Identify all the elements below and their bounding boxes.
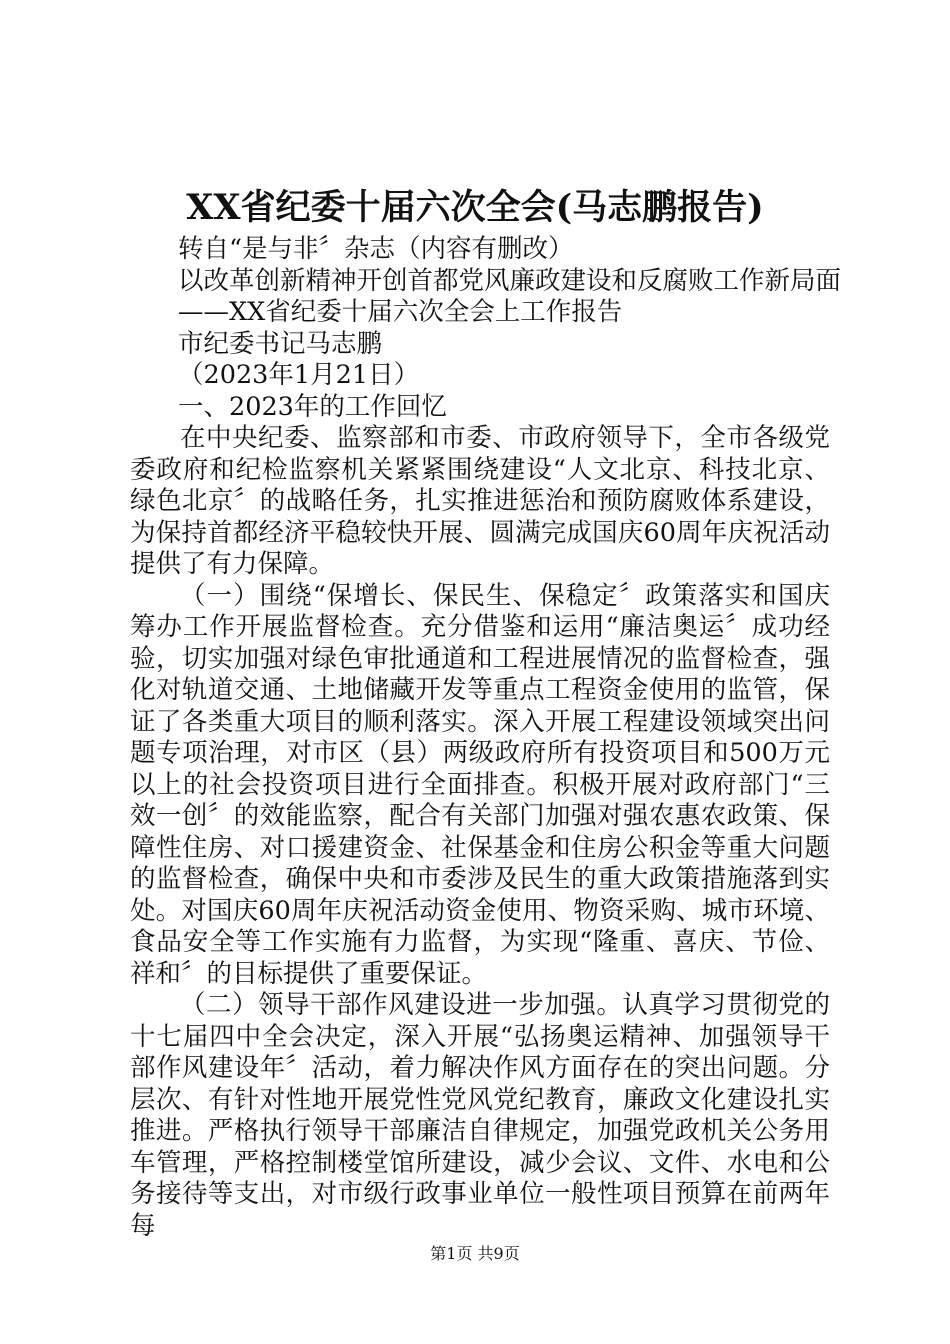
report-author: 市纪委书记马志鹏 <box>178 328 383 359</box>
page-footer: 第1页 共9页 <box>430 1244 520 1263</box>
report-subtitle: ——XX省纪委十届六次全会上工作报告 <box>178 297 623 327</box>
document-title: XX省纪委十届六次全会(马志鹏报告) <box>186 187 764 228</box>
document-body <box>130 234 842 1242</box>
paragraph-section-1: （一）围绕“保增长、保民生、保稳定〞政策落实和国庆筹办工作开展监督检查。充分借鉴和运用“廉洁奥运〞成功经验，切实加强对绿色审批通道和工程进展情况的监督检查，强化对轨道交通、土地储藏开发等重点工程资金使用的监管，保证了各类重大项目的顺利落实。深入开展工程建设领域突出问题专项治理，对市区（县）两级政府所有投资项目和500万元以上的社会投资项目进行全面排查。积极开展对政府部门“三效一创〞的效能监察，配合有关部门加强对强农惠农政策、保障性住房、对口援建资金、社保基金和住房公积金等重大问题的监督检查，确保中央和市委涉及民生的重大政策措施落到实处。对国庆60周年庆祝活动资金使用、物资采购、城市环境、食品安全等工作实施有力监督，为实现“隆重、喜庆、节俭、祥和〞的目标提供了重要保证。 <box>130 580 830 989</box>
source-note: 转自“是与非〞杂志（内容有删改） <box>178 234 574 264</box>
report-headline: 以改革创新精神开创首都党风廉政建设和反腐败工作新局面 <box>178 265 842 296</box>
paragraph-section-2: （二）领导干部作风建设进一步加强。认真学习贯彻党的十七届四中全会决定，深入开展“弘扬奥运精神、加强领导干部作风建设年〞活动，着力解决作风方面存在的突出问题。分层次、有针对性地开展党性党风党纪教育，廉政文化建设扎实推进。严格执行领导干部廉洁自律规定，加强党政机关公务用车管理，严格控制楼堂馆所建设，减少会议、文件、水电和公务接待等支出，对市级行政事业单位一般性项目预算在前两年每 <box>130 990 830 1241</box>
section-heading: 一、2023年的工作回忆 <box>178 391 447 422</box>
paragraph-intro: 在中央纪委、监察部和市委、市政府领导下，全市各级党委政府和纪检监察机关紧紧围绕建设“人文北京、科技北京、绿色北京〞的战略任务，扎实推进惩治和预防腐败体系建设，为保持首都经济平稳较快开展、圆满完成国庆60周年庆祝活动提供了有力保障。 <box>130 423 830 579</box>
report-date: （2023年1月21日） <box>178 360 420 390</box>
